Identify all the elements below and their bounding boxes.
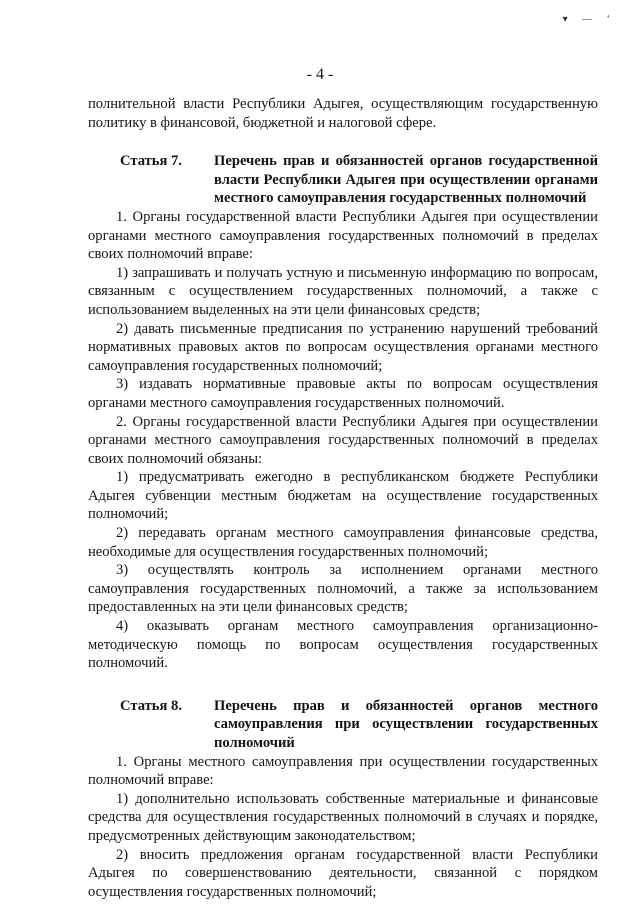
article-7-paragraph: 4) оказывать органам местного самоуправления организационно-методическую помощь по вопросам осуществления государственных полномочий. xyxy=(88,618,598,672)
page-number: - 4 - xyxy=(306,66,334,83)
article-7-paragraph: 1) предусматривать ежегодно в республиканском бюджете Республики Адыгея субвенции местным бюджетам на осуществление государственных полномочий; xyxy=(88,469,598,523)
article-7-heading xyxy=(88,152,598,208)
article-8-paragraph: 2) вносить предложения органам государственной власти Республики Адыгея по совершенствованию деятельности, связанной с порядком осуществления государственных полномочий; xyxy=(88,846,598,900)
article-7-paragraph: 1. Органы государственной власти Республики Адыгея при осуществлении органами местного самоуправления государственных полномочий в пределах своих полномочий вправе: xyxy=(88,208,598,263)
article-7-title: Перечень прав и обязанностей органов государственной власти Республики Адыгея при осуществлении органами местного самоуправления государственных полномочий xyxy=(214,153,598,207)
scan-marks: ▾ — ‘ xyxy=(562,14,616,25)
intro-paragraph: полнительной власти Республики Адыгея, осуществляющим государственную политику в финансовой, бюджетной и налоговой сфере. xyxy=(88,96,598,131)
article-7-paragraph: 2) давать письменные предписания по устранению нарушений требований нормативных правовых актов по вопросам осуществления органами местного самоуправления государственных полномочий; xyxy=(88,320,598,374)
article-7-paragraph: 1) запрашивать и получать устную и письменную информацию по вопросам, связанным с осуществлением государственных полномочий, а также с использованием выделенных на эти цели финансовых средств; xyxy=(88,264,598,318)
article-7-paragraph: 2. Органы государственной власти Республики Адыгея при осуществлении органами местного самоуправления государственных полномочий в пределах своих полномочий обязаны: xyxy=(88,413,598,467)
document-body xyxy=(88,95,598,901)
article-8-paragraph: 1. Органы местного самоуправления при осуществлении государственных полномочий вправе: xyxy=(88,753,598,789)
article-8-title: Перечень прав и обязанностей органов местного самоуправления при осуществлении государственных полномочий xyxy=(214,697,598,751)
article-7-paragraph: 2) передавать органам местного самоуправления финансовые средства, необходимые для осуществления государственных полномочий; xyxy=(88,525,598,560)
article-8-paragraph: 1) дополнительно использовать собственные материальные и финансовые средства для осуществления государственных полномочий в случаях и порядке, предусмотренных действующим законодательством; xyxy=(88,790,598,844)
article-8-label: Статья 8. xyxy=(120,697,182,714)
article-8-heading xyxy=(88,697,598,753)
article-7-paragraph: 3) осуществлять контроль за исполнением органами местного самоуправления государственных полномочий, а также за использованием предоставленных на эти цели финансовых средств; xyxy=(88,562,598,616)
article-7-label: Статья 7. xyxy=(120,153,182,170)
article-7-paragraph: 3) издавать нормативные правовые акты по вопросам осуществления органами местного самоуправления государственных полномочий. xyxy=(88,376,598,411)
